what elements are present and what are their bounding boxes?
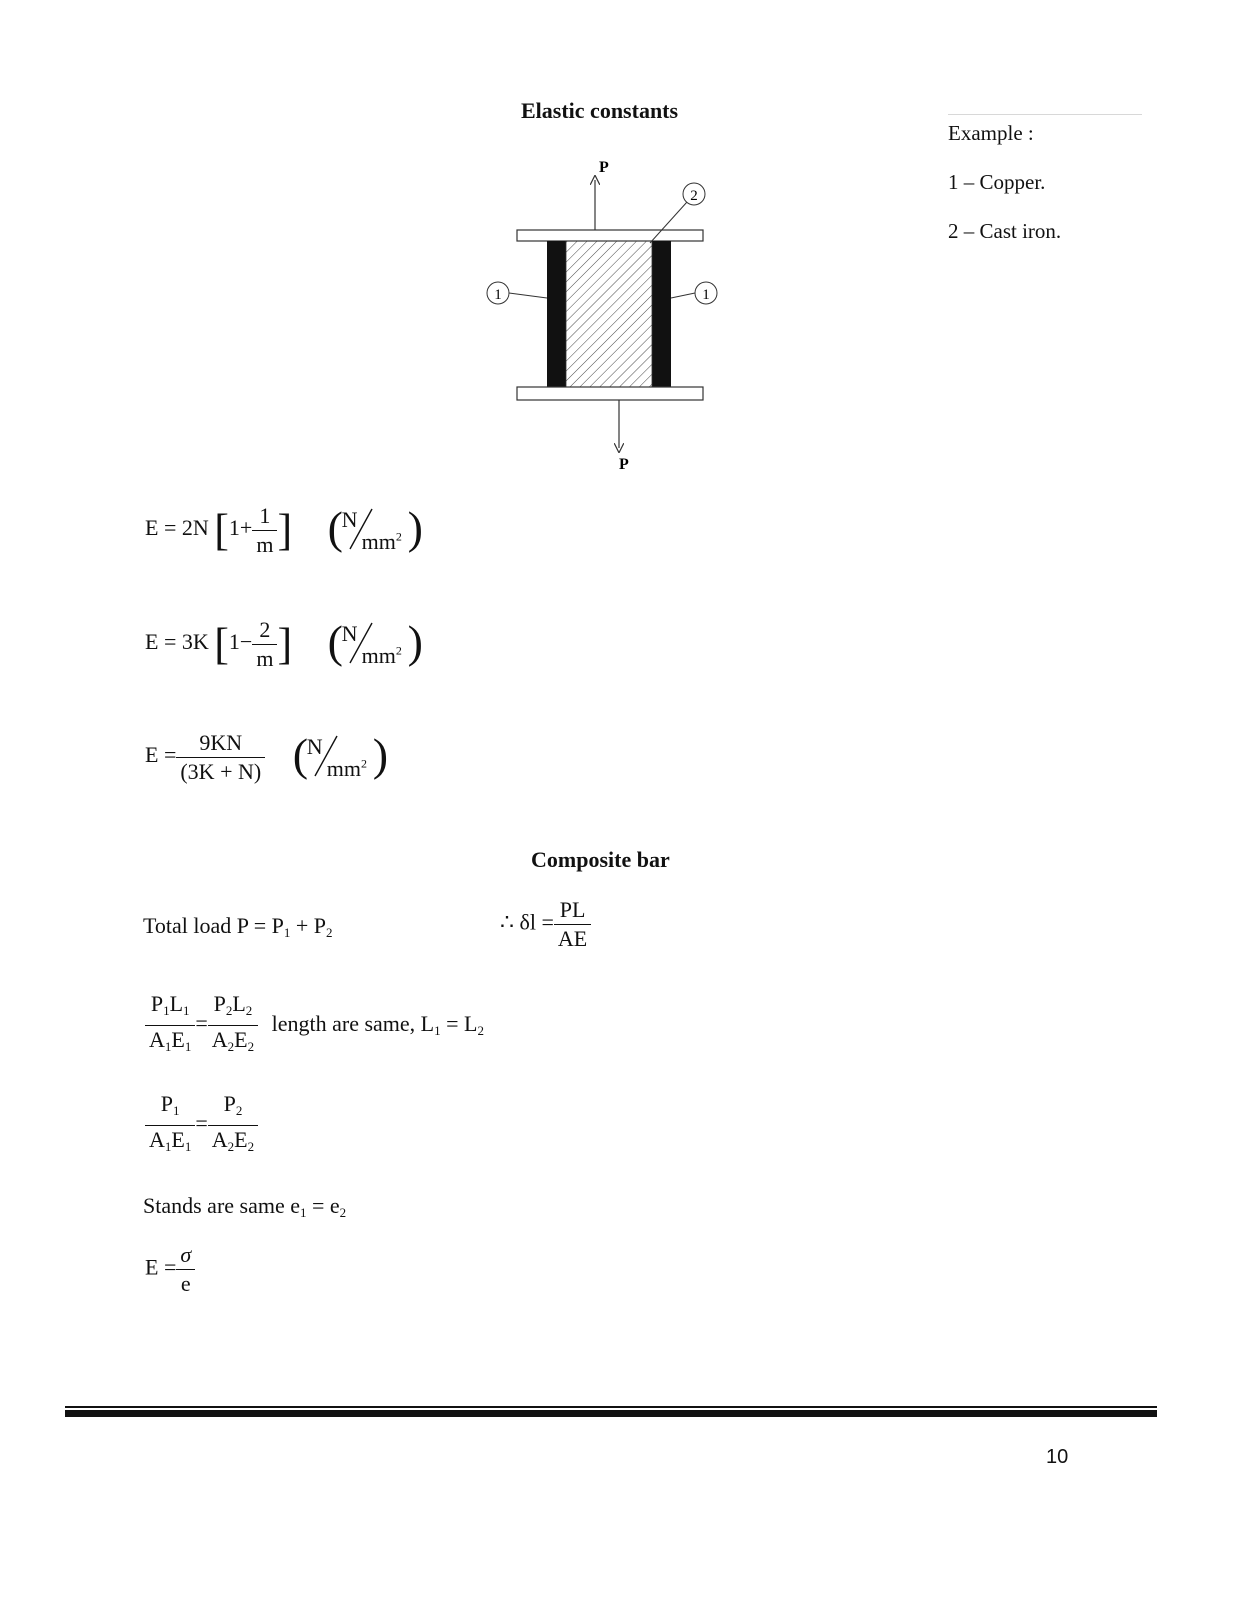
strain-equality bbox=[143, 1193, 346, 1221]
equals-sign: = bbox=[195, 1110, 208, 1136]
elongation-fraction bbox=[554, 898, 591, 951]
footer-rule-thin bbox=[65, 1406, 1157, 1408]
eq2-numerator: 2 bbox=[252, 618, 277, 645]
unit-numerator: N bbox=[306, 734, 323, 759]
elongation-lhs: ∴ δl = bbox=[500, 909, 554, 935]
equation-e-from-k-and-n bbox=[145, 729, 389, 784]
ratio1-right-fraction bbox=[208, 992, 258, 1059]
l1-sub: 1 bbox=[183, 1003, 190, 1018]
length-note-text: length are same, L bbox=[271, 1010, 435, 1036]
eq3-lhs: E = bbox=[145, 742, 177, 768]
equals-sign: = bbox=[195, 1010, 208, 1036]
eq3-denominator: (3K + N) bbox=[180, 758, 262, 784]
unit-exponent: 2 bbox=[360, 756, 367, 771]
elongation-numerator: PL bbox=[554, 898, 591, 925]
unit-exponent: 2 bbox=[395, 643, 402, 658]
e1: E bbox=[171, 1027, 185, 1052]
eq3-fraction bbox=[176, 731, 265, 784]
callout-label-left: 1 bbox=[494, 287, 502, 303]
p2: P bbox=[213, 991, 226, 1016]
copper-bar-left bbox=[547, 241, 566, 387]
copper-bar-right bbox=[652, 241, 671, 387]
eq1-unit bbox=[327, 502, 423, 557]
callout-line-left bbox=[509, 293, 547, 298]
total-load-equation bbox=[143, 913, 333, 941]
a1-sub: 1 bbox=[164, 1139, 172, 1154]
unit-denominator: mm bbox=[361, 529, 396, 554]
l2-sub: 2 bbox=[245, 1003, 253, 1018]
p2-sub: 2 bbox=[235, 1103, 243, 1118]
footer-rule-thick bbox=[65, 1410, 1157, 1417]
strain-sub-1: 1 bbox=[300, 1205, 307, 1220]
length-note-sub-1: 1 bbox=[434, 1022, 441, 1038]
p2-sub: 2 bbox=[225, 1003, 233, 1018]
eq3-numerator: 9KN bbox=[176, 731, 265, 758]
total-load-sub-2: 2 bbox=[326, 925, 333, 940]
strain-sub-2: 2 bbox=[339, 1205, 347, 1220]
eq3-unit bbox=[292, 729, 389, 784]
e2-sub: 2 bbox=[247, 1039, 255, 1054]
e1-sub: 1 bbox=[184, 1139, 192, 1154]
unit-numerator: N bbox=[341, 507, 358, 532]
eq2-lhs: E = 3K bbox=[145, 629, 209, 655]
p1-sub: 1 bbox=[173, 1103, 180, 1118]
example-item-copper: 1 – Copper. bbox=[948, 170, 1046, 194]
example-note bbox=[948, 114, 1142, 268]
unit-denominator: mm bbox=[361, 643, 396, 668]
load-ratio-equation bbox=[145, 1092, 258, 1159]
eq1-denominator: m bbox=[256, 531, 274, 557]
unit-exponent: 2 bbox=[395, 529, 402, 544]
a2: A bbox=[211, 1127, 228, 1152]
e2-sub: 2 bbox=[247, 1139, 255, 1154]
ratio2-left-fraction bbox=[145, 1092, 195, 1159]
eq2-inner-lead: 1− bbox=[228, 629, 253, 655]
example-item-cast-iron: 2 – Cast iron. bbox=[948, 219, 1062, 243]
a2-sub: 2 bbox=[227, 1039, 235, 1054]
callout-label-core: 2 bbox=[690, 188, 698, 204]
total-load-plus: + P bbox=[290, 913, 326, 938]
e2: E bbox=[234, 1027, 248, 1052]
equation-e-from-k bbox=[145, 616, 423, 671]
unit-paren-open: ( bbox=[327, 616, 343, 667]
l1: L bbox=[169, 991, 184, 1016]
length-note-sub-2: 2 bbox=[477, 1022, 484, 1038]
unit-paren-close: ) bbox=[372, 729, 389, 780]
composite-bar-diagram bbox=[470, 150, 740, 480]
bracket-open: [ bbox=[214, 619, 229, 669]
example-heading: Example : bbox=[948, 121, 1034, 145]
unit-paren-close: ) bbox=[407, 616, 423, 667]
callout-line-right bbox=[671, 293, 695, 298]
ratio2-right-fraction bbox=[208, 1092, 258, 1159]
elongation-denominator: AE bbox=[557, 926, 588, 951]
total-load-sub-1: 1 bbox=[283, 925, 291, 940]
eq1-fraction bbox=[252, 504, 277, 557]
e1: E bbox=[171, 1127, 185, 1152]
a1-sub: 1 bbox=[164, 1039, 172, 1054]
strain-equals: = e bbox=[306, 1193, 340, 1218]
callout-label-right: 1 bbox=[702, 287, 710, 303]
bracket-close: ] bbox=[277, 505, 293, 555]
load-length-ratio-equation bbox=[145, 992, 484, 1059]
elongation-equation bbox=[500, 898, 591, 951]
modulus-denominator: e bbox=[180, 1271, 191, 1296]
length-note bbox=[272, 1011, 484, 1036]
unit-denominator: mm bbox=[326, 756, 361, 781]
unit-paren-close: ) bbox=[407, 502, 423, 553]
bracket-close: ] bbox=[277, 619, 293, 669]
ratio1-left-fraction bbox=[145, 992, 195, 1059]
eq2-denominator: m bbox=[256, 645, 274, 671]
eq1-inner-lead: 1+ bbox=[228, 515, 253, 541]
unit-numerator: N bbox=[341, 621, 358, 646]
load-label-top: P bbox=[599, 159, 609, 176]
eq1-lhs: E = 2N bbox=[145, 515, 209, 541]
p1: P bbox=[160, 1091, 174, 1116]
a2: A bbox=[211, 1027, 228, 1052]
modulus-lhs: E = bbox=[145, 1254, 177, 1280]
length-note-equals: = L bbox=[440, 1010, 478, 1036]
e2: E bbox=[234, 1127, 248, 1152]
section-title-elastic-constants: Elastic constants bbox=[521, 98, 679, 123]
e1-sub: 1 bbox=[184, 1039, 192, 1054]
load-label-bottom: P bbox=[619, 456, 629, 473]
unit-paren-open: ( bbox=[327, 502, 343, 553]
top-plate bbox=[517, 230, 703, 241]
a2-sub: 2 bbox=[227, 1139, 235, 1154]
modulus-numerator: σ bbox=[176, 1243, 195, 1270]
section-title-composite-bar: Composite bar bbox=[531, 847, 670, 872]
bracket-open: [ bbox=[214, 505, 229, 555]
strain-text: Stands are same e bbox=[143, 1193, 300, 1218]
a1: A bbox=[149, 1127, 165, 1152]
modulus-equation bbox=[145, 1243, 195, 1296]
page-number: 10 bbox=[1046, 1446, 1069, 1468]
p1: P bbox=[150, 991, 164, 1016]
eq2-unit bbox=[327, 616, 423, 671]
eq2-fraction bbox=[252, 618, 277, 671]
modulus-fraction bbox=[176, 1243, 195, 1296]
equation-e-from-n bbox=[145, 502, 423, 557]
total-load-text: Total load P = P bbox=[143, 913, 284, 938]
cast-iron-core bbox=[566, 241, 652, 387]
bottom-plate bbox=[517, 387, 703, 400]
unit-paren-open: ( bbox=[292, 729, 309, 780]
p1-sub: 1 bbox=[163, 1003, 170, 1018]
l2: L bbox=[232, 991, 246, 1016]
a1: A bbox=[149, 1027, 165, 1052]
p2: P bbox=[223, 1091, 236, 1116]
eq1-numerator: 1 bbox=[252, 504, 277, 531]
